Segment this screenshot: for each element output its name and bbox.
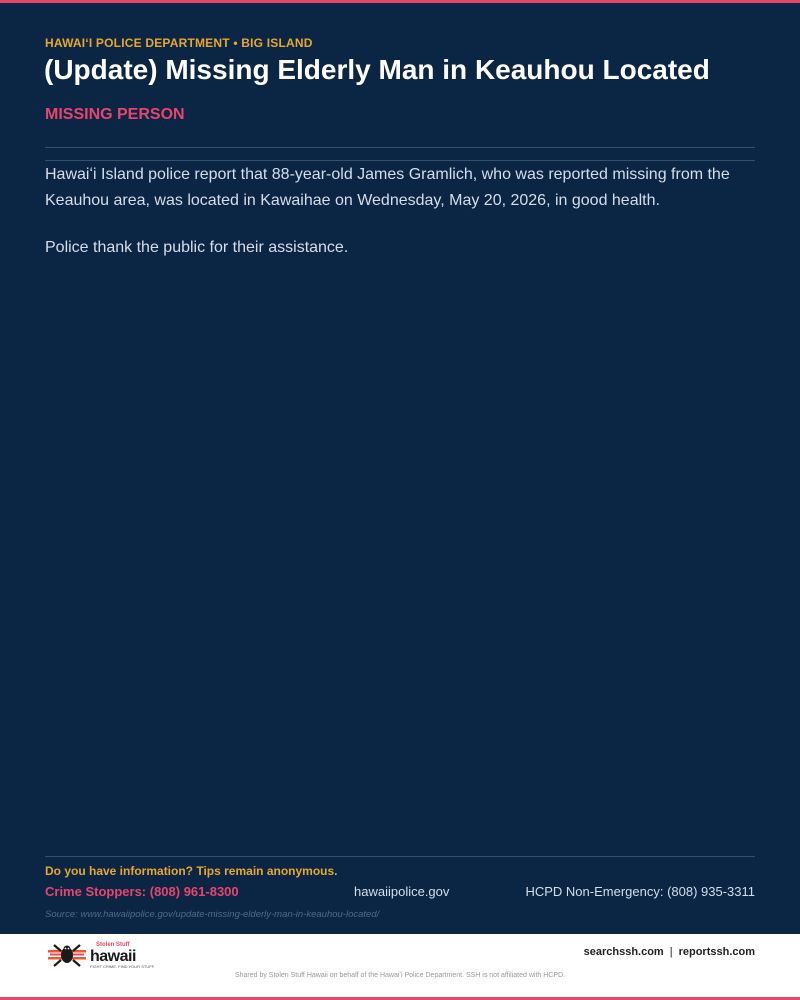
crime-stoppers-phone[interactable]: Crime Stoppers: (808) 961-8300	[45, 884, 239, 899]
top-accent-bar	[0, 0, 800, 3]
divider	[45, 856, 755, 857]
category-label: MISSING PERSON	[45, 106, 185, 123]
footer	[0, 934, 800, 997]
disclaimer: Shared by Stolen Stuff Hawaii on behalf of the Hawaiʻi Police Department. SSH is not affiliated with HCPD.	[234, 972, 566, 979]
logo-small-text: Stolen Stuff	[96, 942, 130, 948]
stolen-stuff-hawaii-logo[interactable]	[46, 942, 156, 970]
divider	[45, 147, 755, 148]
non-emergency-phone[interactable]: HCPD Non-Emergency: (808) 935-3311	[525, 884, 755, 899]
article-paragraph: Police thank the public for their assistance.	[45, 239, 349, 256]
footer-links	[584, 946, 755, 958]
link-separator: |	[669, 946, 673, 958]
article-body	[45, 162, 757, 282]
logo-tagline: FIGHT CRIME. FIND YOUR STUFF.	[90, 964, 155, 969]
reportssh-link[interactable]: reportssh.com	[678, 946, 755, 958]
logo-wordmark: hawaii	[90, 948, 136, 965]
contact-row	[45, 884, 755, 902]
page-title: (Update) Missing Elderly Man in Keauhou Located	[44, 54, 710, 85]
hpd-website-link[interactable]: hawaiipolice.gov	[354, 884, 450, 899]
article-paragraph: Hawaiʻi Island police report that 88-year-old James Gramlich, who was reported missing from the Keauhou area, was located in Kawaihae on Wednesday, May 20, 2026, in good health.	[45, 166, 730, 209]
divider	[45, 160, 755, 161]
department-kicker: HAWAIʻI POLICE DEPARTMENT • BIG ISLAND	[45, 36, 313, 50]
gecko-icon	[46, 942, 88, 968]
searchssh-link[interactable]: searchssh.com	[583, 946, 664, 958]
tips-prompt: Do you have information? Tips remain anonymous.	[45, 864, 338, 878]
source-link[interactable]: Source: www.hawaiipolice.gov/update-missing-elderly-man-in-keauhou-located/	[45, 909, 380, 920]
